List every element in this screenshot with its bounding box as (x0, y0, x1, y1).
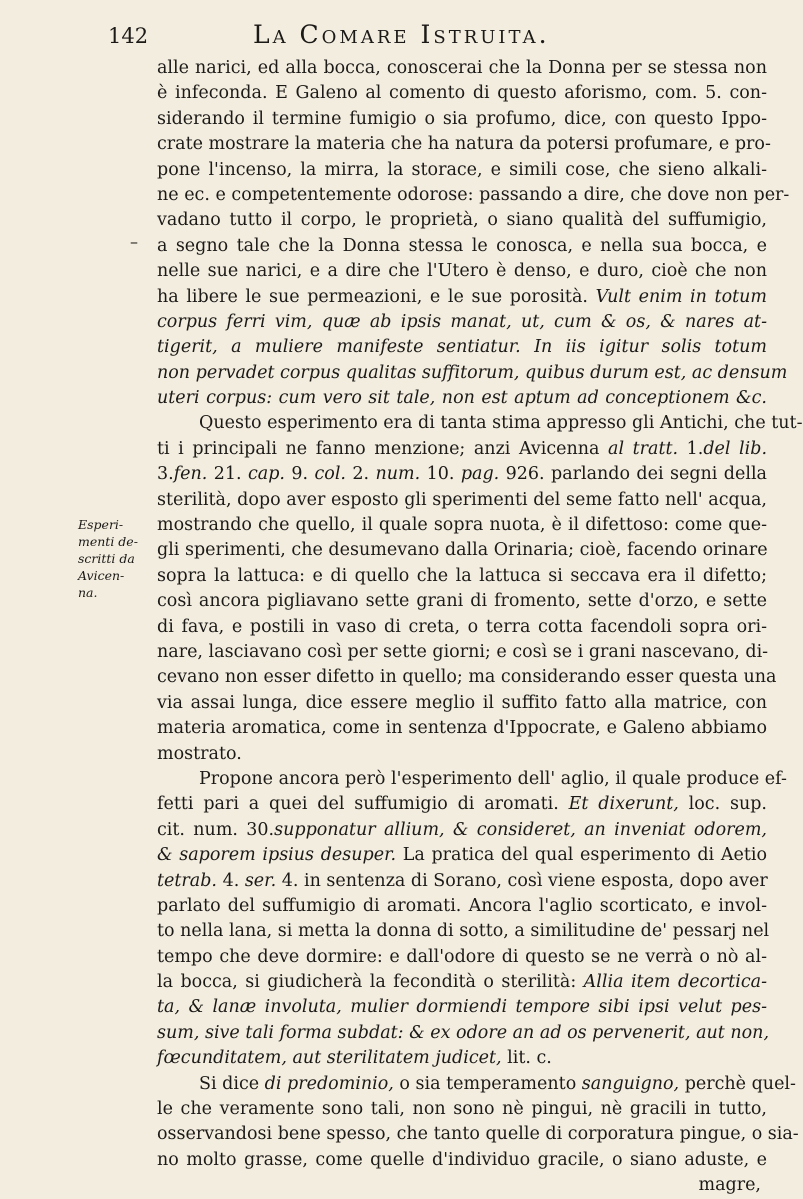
text-line (157, 285, 767, 310)
text-span: ti i principali ne fanno menzione; anzi Avicenna (157, 438, 609, 459)
text-span: la bocca, si giudicherà la fecondità o sterilità: (157, 972, 584, 993)
italic-span: di predominio, (264, 1073, 394, 1094)
italic-span: cap. (248, 464, 285, 485)
text-span: mostrato. (157, 743, 242, 764)
text-line (157, 691, 767, 716)
italic-span: uteri corpus: cum vero sit tale, non est aptum ad conceptionem &c. (157, 388, 767, 409)
margin-note-line: Avicen- (78, 568, 125, 583)
text-span: nelle sue narici, e a dire che l'Utero è denso, e duro, cioè che non (157, 261, 767, 282)
italic-span: ser. (244, 870, 277, 891)
margin-note-line: Esperi- (78, 517, 124, 532)
text-span: è infeconda. E Galeno al comento di questo aforismo, com. 5. con- (157, 83, 767, 104)
text-line (157, 970, 767, 995)
text-span: di fava, e postili in vaso di creta, o terra cotta facendoli sopra ori- (157, 616, 767, 637)
text-span: fetti pari a quei del suffumigio di aromati. (157, 794, 569, 815)
text-span: a segno tale che la Donna stessa le conosca, e nella sua bocca, e (157, 235, 767, 256)
text-line (157, 1097, 767, 1122)
text-span: parlato del suffumigio di aromati. Ancora l'aglio scorticato, e invol- (157, 895, 767, 916)
italic-span: & saporem ipsius desuper. (157, 845, 397, 866)
text-span: 21. (207, 464, 248, 485)
text-span: cit. num. 30. (157, 819, 275, 840)
italic-span: Vult enim in totum (595, 286, 768, 307)
italic-span: fen. (173, 464, 208, 485)
text-line (157, 386, 767, 411)
text-span: La pratica del qual esperimento di Aetio (396, 845, 767, 866)
text-line (157, 208, 767, 233)
italic-span: fœcunditatem, aut sterilitatem judicet, (157, 1048, 502, 1069)
text-line (157, 665, 777, 690)
text-line (157, 411, 803, 436)
text-span: to nella lana, si metta la donna di sotto, a similitudine de' pessarj nel (157, 921, 770, 942)
text-span: 2. (346, 464, 376, 485)
text-line (157, 615, 767, 640)
text-span: magre, (698, 1175, 761, 1196)
text-span: 4. (217, 870, 245, 891)
running-title: La Comare Istruita. (253, 20, 550, 49)
text-line (157, 158, 767, 183)
text-line (157, 183, 790, 208)
text-line (157, 1046, 767, 1071)
text-span: le che veramente sono tali, non sono nè pingui, nè gracili in tutto, (157, 1099, 767, 1120)
italic-span: ta, & lanæ involuta, mulier dormiendi tempore sibi ipsi velut pes- (157, 997, 767, 1018)
italic-span: supponatur allium, & consideret, an inveniat odorem, (274, 819, 767, 840)
text-line (157, 538, 767, 563)
text-span: perchè quel- (679, 1073, 796, 1094)
italic-span: del lib. (703, 438, 768, 459)
margin-note (78, 516, 156, 601)
text-span: sterilità, dopo aver esposto gli sperimenti del seme fatto nell' acqua, (157, 489, 767, 510)
text-span: no molto grasse, come quelle d'individuo gracile, o siano aduste, e (157, 1149, 767, 1170)
text-span: vadano tutto il corpo, le proprietà, o siano qualità del suffumigio, (157, 210, 767, 231)
text-line (157, 132, 771, 157)
text-line (157, 767, 787, 792)
text-line (157, 564, 767, 589)
italic-span: al tratt. (608, 438, 679, 459)
margin-dash: – (130, 232, 138, 251)
page-header (0, 18, 800, 58)
margin-note-line: scritti da (78, 551, 135, 566)
page-number: 142 (108, 24, 149, 48)
text-span: sopra la lattuca: e di quello che la lattuca si seccava era il difetto; (157, 565, 767, 586)
text-line (157, 716, 767, 741)
italic-span: tetrab. (157, 870, 217, 891)
text-line (157, 335, 767, 360)
text-line (157, 437, 767, 462)
text-span: Questo esperimento era di tanta stima appresso gli Antichi, che tut- (199, 413, 803, 434)
text-span: cevano non esser difetto in quello; ma considerando esser questa una (157, 667, 777, 688)
text-line (157, 919, 770, 944)
italic-span: Et dixerunt, (568, 794, 679, 815)
text-line (157, 1148, 767, 1173)
text-line (157, 742, 767, 767)
text-line (157, 869, 767, 894)
text-span: mostrando che quello, il quale sopra nuota, è il difettoso: come que- (157, 515, 767, 536)
text-span: alle narici, ed alla bocca, conoscerai che la Donna per se stessa non (157, 58, 767, 78)
text-line (157, 843, 767, 868)
text-span: gli sperimenti, che desumevano dalla Orinaria; cioè, facendo orinare (157, 540, 768, 561)
text-span: loc. sup. (678, 794, 767, 815)
text-span: ne ec. e competentemente odorose: passando a dire, che dove non per- (157, 184, 790, 205)
text-line (157, 361, 788, 386)
text-span: osservandosi bene spesso, che tanto quelle di corporatura pingue, o sia- (157, 1124, 799, 1145)
text-line (157, 945, 767, 970)
italic-span: sum, sive tali forma subdat: & ex odore an ad os pervenerit, aut non, (157, 1022, 770, 1043)
text-span: o sia temperamento (393, 1073, 582, 1094)
text-span: 3. (157, 464, 174, 485)
text-line (157, 513, 767, 538)
text-line (157, 488, 767, 513)
text-span: Propone ancora però l'esperimento dell' aglio, il quale produce ef- (199, 768, 787, 789)
italic-span: Allia item decortica- (583, 972, 767, 993)
text-line (157, 1173, 767, 1198)
text-line (157, 589, 767, 614)
text-line (157, 1072, 796, 1097)
text-line (157, 818, 767, 843)
italic-span: non pervadet corpus qualitas suffitorum, quibus durum est, ac densum (157, 362, 788, 383)
text-line (157, 310, 767, 335)
text-line (157, 792, 767, 817)
italic-span: col. (314, 464, 346, 485)
text-span: 926. parlando dei segni della (499, 464, 767, 485)
text-line (157, 462, 767, 487)
text-span: ha libere le sue permeazioni, e le sue porosità. (157, 286, 596, 307)
text-line (157, 894, 767, 919)
text-line (157, 995, 767, 1020)
text-span: lit. c. (501, 1048, 552, 1069)
italic-span: corpus ferri vim, quæ ab ipsis manat, ut, cum & os, & nares at- (157, 311, 767, 332)
margin-note-line: menti de- (78, 534, 138, 549)
body-text (157, 56, 803, 1199)
text-line (157, 259, 767, 284)
text-line (157, 640, 767, 665)
text-span: pone l'incenso, la mirra, la storace, e simili cose, che sieno alkali- (157, 159, 767, 180)
italic-span: pag. (460, 464, 500, 485)
italic-span: tigerit, a muliere manifeste sentiatur. In iis igitur solis totum (157, 337, 767, 358)
text-span: nare, lasciavano così per sette giorni; e così se i grani nascevano, di- (157, 641, 769, 662)
text-span: crate mostrare la materia che ha natura da potersi profumare, e pro- (157, 134, 771, 155)
text-span: tempo che deve dormire: e dall'odore di questo se ne verrà o nò al- (157, 946, 767, 967)
italic-span: sanguigno, (581, 1073, 680, 1094)
text-span: via assai lunga, dice essere meglio il suffito fatto alla matrice, con (157, 692, 767, 713)
margin-note-line: na. (78, 585, 98, 600)
text-span: 1. (678, 438, 704, 459)
text-line (157, 107, 767, 132)
text-span: siderando il termine fumigio o sia profumo, dice, con questo Ippo- (157, 108, 767, 129)
text-line (157, 81, 767, 106)
text-line (157, 56, 767, 81)
text-span: Si dice (199, 1073, 265, 1094)
italic-span: num. (375, 464, 421, 485)
text-line (157, 1021, 770, 1046)
text-span: 10. (420, 464, 461, 485)
text-line (157, 234, 767, 259)
text-span: così ancora pigliavano sette grani di fromento, sette d'orzo, e sette (157, 591, 767, 612)
text-line (157, 1122, 799, 1147)
text-span: 9. (285, 464, 315, 485)
text-span: materia aromatica, come in sentenza d'Ippocrate, e Galeno abbiamo (157, 718, 767, 739)
text-span: 4. in sentenza di Sorano, così viene esposta, dopo aver (276, 870, 768, 891)
